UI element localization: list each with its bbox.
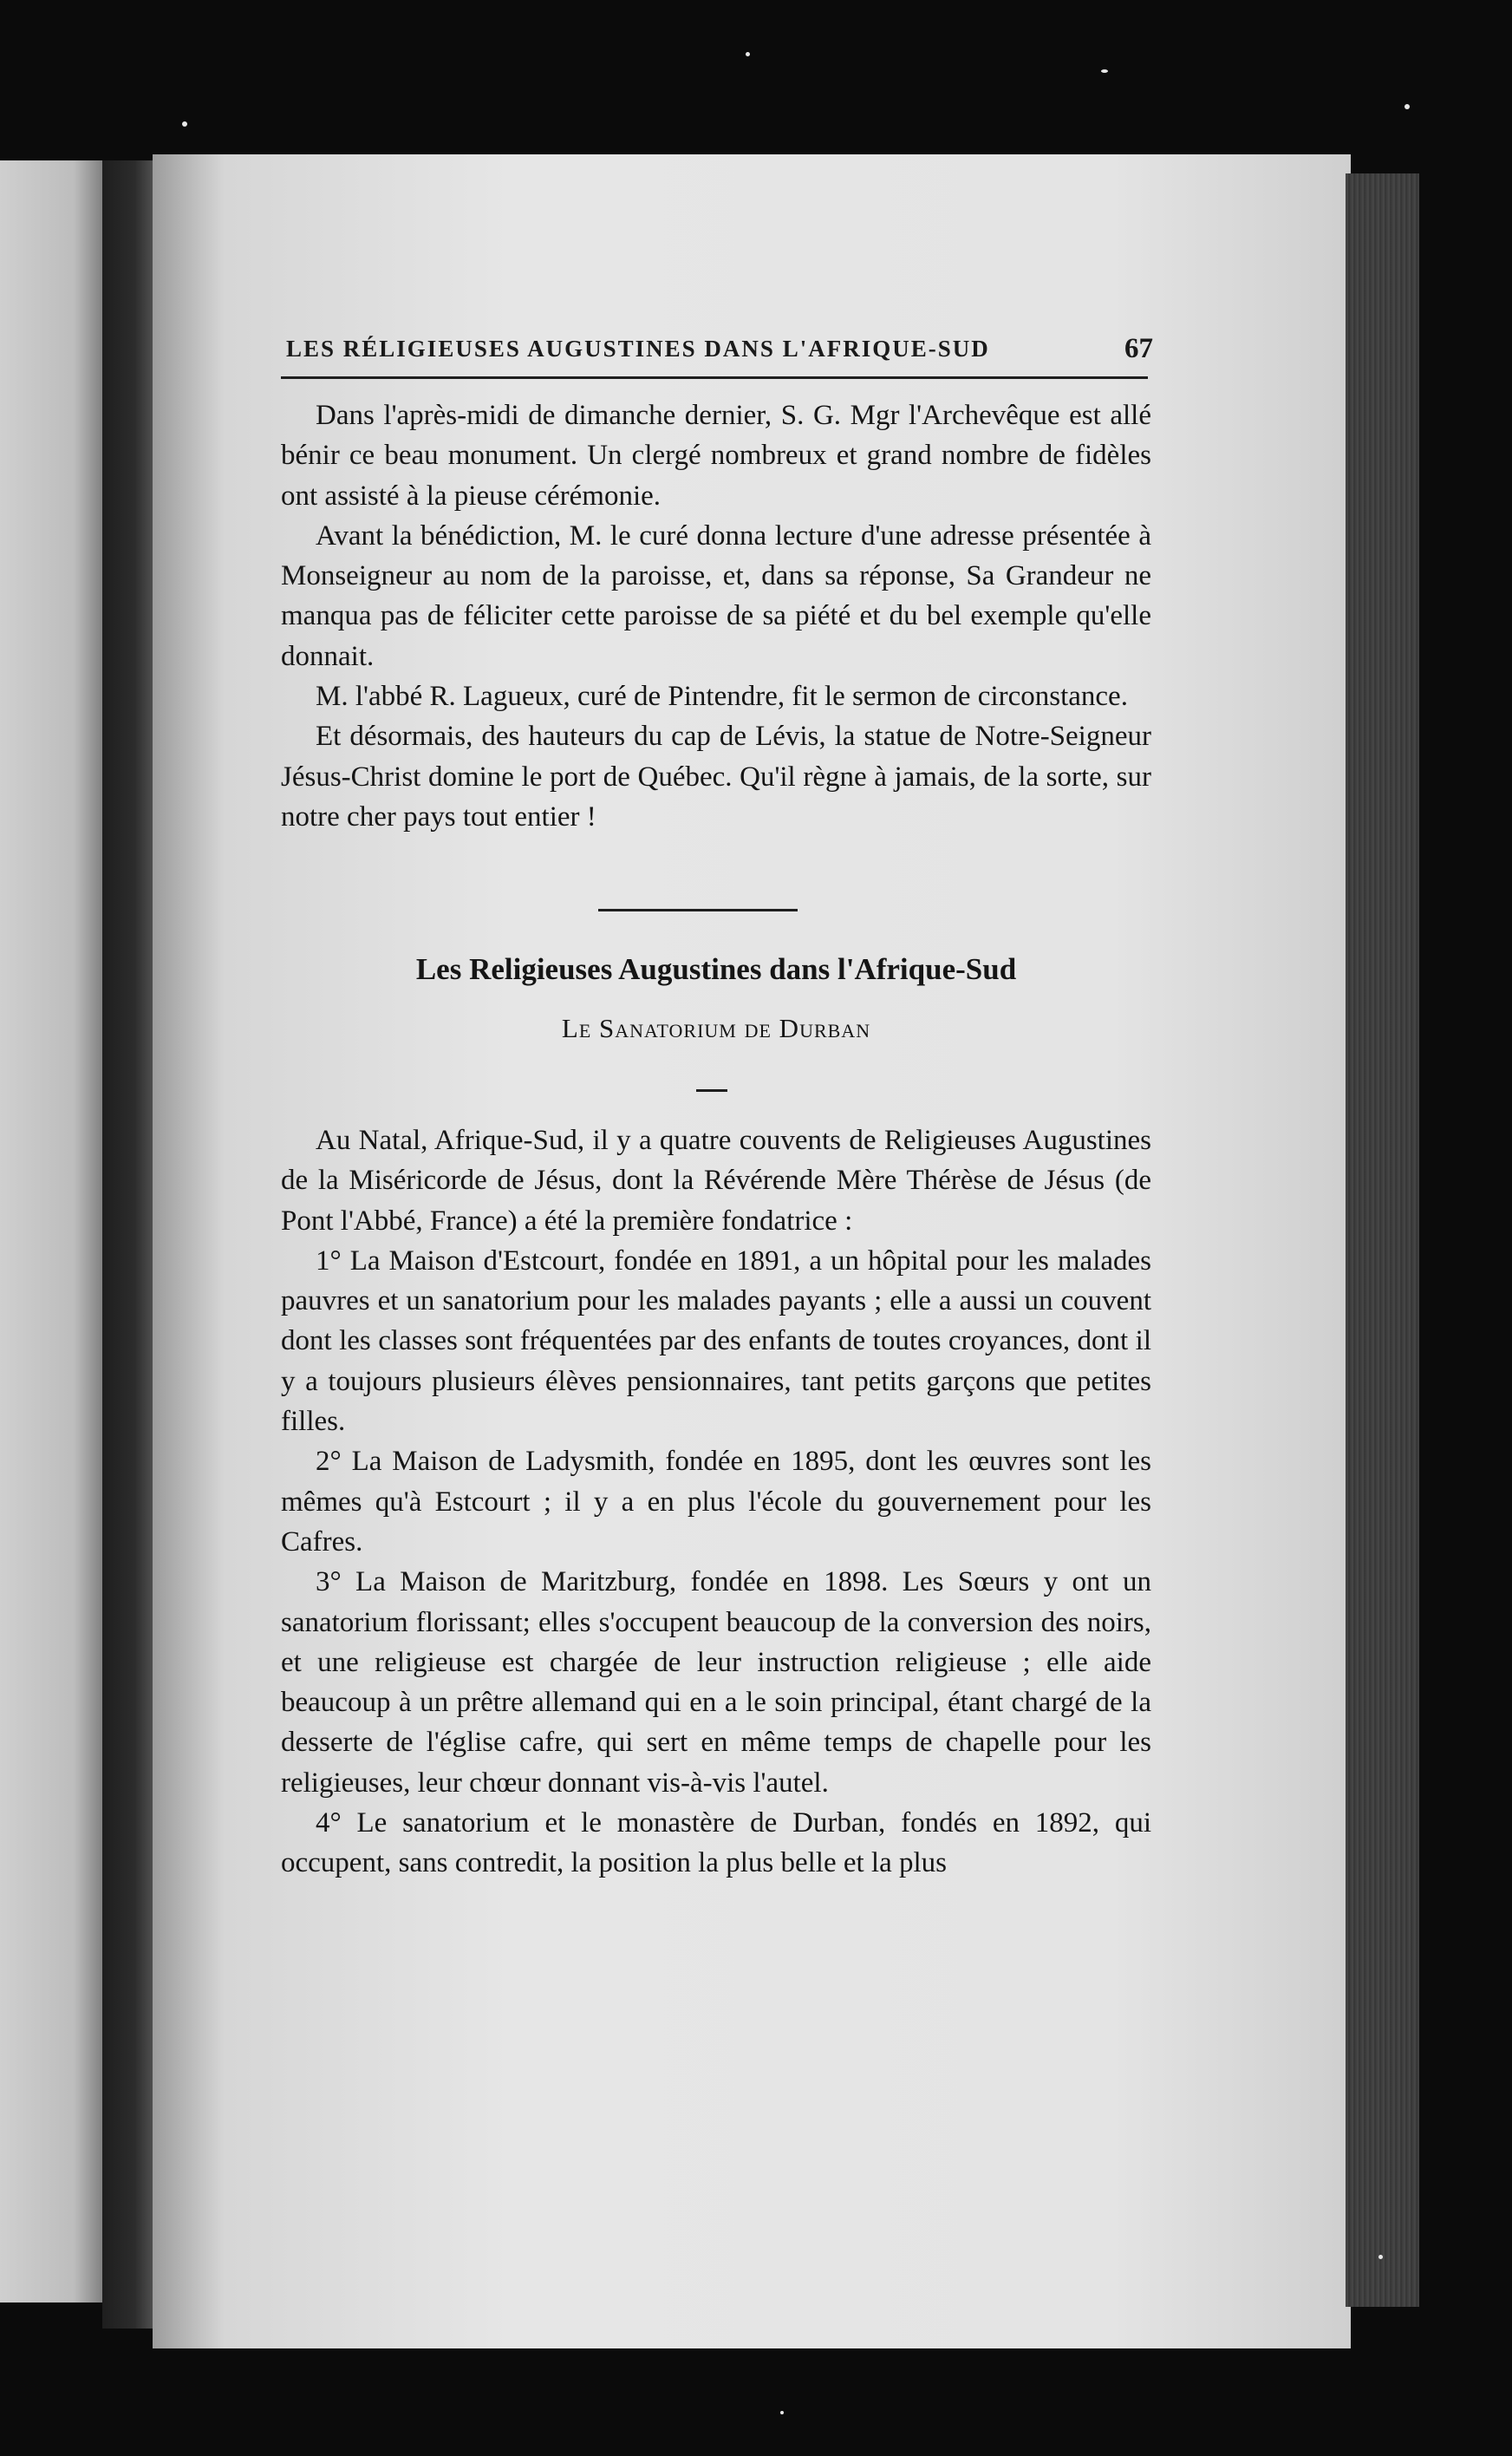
page-block-edge: [1346, 173, 1419, 2307]
subtitle-dash: [696, 1089, 727, 1092]
article-title: Les Religieuses Augustines dans l'Afrique-Sud: [415, 952, 1017, 986]
film-speck: [746, 52, 750, 56]
article-paragraph: 4° Le sanatorium et le monastère de Durban, fondés en 1892, qui occupent, sans contredit, la position la plus belle et la plus: [281, 1807, 1151, 1879]
article-subtitle: Le Sanatorium de Durban: [561, 1013, 871, 1043]
section-separator: [598, 909, 798, 911]
film-speck: [780, 2411, 784, 2414]
film-speck: [1404, 104, 1410, 109]
article-body: [281, 1120, 1151, 1884]
intro-paragraph: M. l'abbé R. Lagueux, curé de Pintendre, fit le sermon de circonstance.: [316, 681, 1128, 713]
article-paragraph: Au Natal, Afrique-Sud, il y a quatre couvents de Religieuses Augustines de la Miséricorde de Jésus, dont la Révérende Mère Thérèse de Jésus (de Pont l'Abbé, France) a été la première fondatrice :: [281, 1125, 1151, 1237]
intro-paragraph: Avant la bénédiction, M. le curé donna lecture d'une adresse présentée à Monseigneur au nom de la paroisse, et, dans sa réponse, Sa Grandeur ne manqua pas de féliciter cette paroisse de sa piété et du bel exemple qu'elle donnait.: [281, 519, 1151, 672]
page-header: [286, 324, 1153, 373]
facing-page-edge: [0, 160, 106, 2302]
film-speck: [1378, 2255, 1383, 2259]
book-gutter: [102, 160, 156, 2329]
article-paragraph: 2° La Maison de Ladysmith, fondée en 1895, dont les œuvres sont les mêmes qu'à Estcourt ; il y a en plus l'école du gouvernement pour les Cafres.: [281, 1446, 1151, 1558]
running-head: LES RÉLIGIEUSES AUGUSTINES DANS L'AFRIQUE-SUD: [286, 336, 990, 362]
intro-text: [281, 395, 1151, 837]
intro-paragraph: Et désormais, des hauteurs du cap de Lévis, la statue de Notre-Seigneur Jésus-Christ domine le port de Québec. Qu'il règne à jamais, de la sorte, sur notre cher pays tout entier !: [281, 721, 1151, 833]
article-paragraph: 1° La Maison d'Estcourt, fondée en 1891, a un hôpital pour les malades pauvres et un sanatorium pour les malades payants ; elle a aussi un couvent dont les classes sont fréquentées par des enfants de toutes croyances, dont il y a toujours plusieurs élèves pensionnaires, tant petits garçons que petites filles.: [281, 1244, 1151, 1438]
intro-paragraph: Dans l'après-midi de dimanche dernier, S. G. Mgr l'Archevêque est allé bénir ce beau monument. Un clergé nombreux et grand nombre de fidèles ont assisté à la pieuse cérémonie.: [281, 400, 1151, 512]
article-paragraph: 3° La Maison de Maritzburg, fondée en 1898. Les Sœurs y ont un sanatorium florissant; elles s'occupent beaucoup de la conversion des noirs, et une religieuse est chargée de leur instruction religieuse ; elle aide beaucoup à un prêtre allemand qui en a le soin principal, étant chargé de la desserte de l'église cafre, qui sert en même temps de chapelle pour les religieuses, leur chœur donnant vis-à-vis l'autel.: [281, 1566, 1151, 1799]
page-number: 67: [1124, 333, 1153, 364]
film-speck: [182, 121, 187, 127]
header-rule: [281, 376, 1148, 379]
film-speck: [1101, 69, 1108, 73]
